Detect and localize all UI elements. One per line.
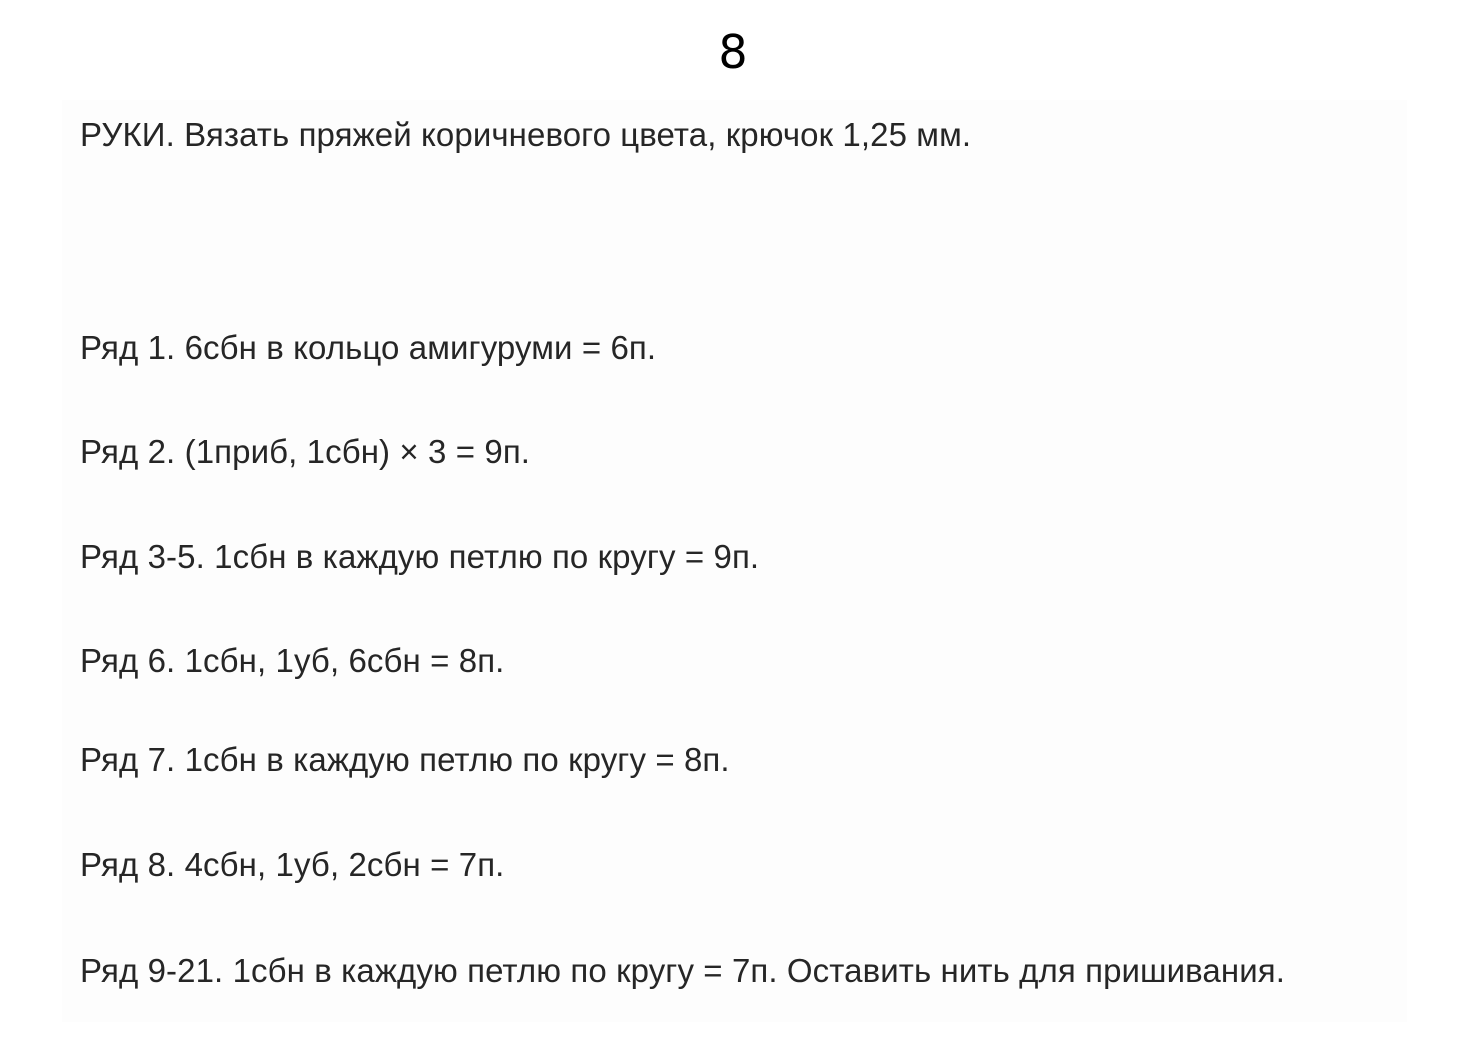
pattern-row-8: Ряд 8. 4сбн, 1уб, 2сбн = 7п. (80, 846, 505, 883)
pattern-row-6: Ряд 6. 1сбн, 1уб, 6сбн = 8п. (80, 642, 505, 679)
pattern-row-3-5: Ряд 3-5. 1сбн в каждую петлю по кругу = 9п. (80, 538, 760, 575)
pattern-title: РУКИ. Вязать пряжей коричневого цвета, крючок 1,25 мм. (80, 116, 972, 153)
pattern-row-7: Ряд 7. 1сбн в каждую петлю по кругу = 8п. (80, 741, 730, 778)
pattern-row-1: Ряд 1. 6сбн в кольцо амигуруми = 6п. (80, 329, 657, 366)
pattern-row-2: Ряд 2. (1приб, 1сбн) × 3 = 9п. (80, 433, 531, 470)
pattern-row-9-21: Ряд 9-21. 1сбн в каждую петлю по кругу = 7п. Оставить нить для пришивания. (80, 952, 1285, 989)
page-number: 8 (718, 25, 748, 79)
